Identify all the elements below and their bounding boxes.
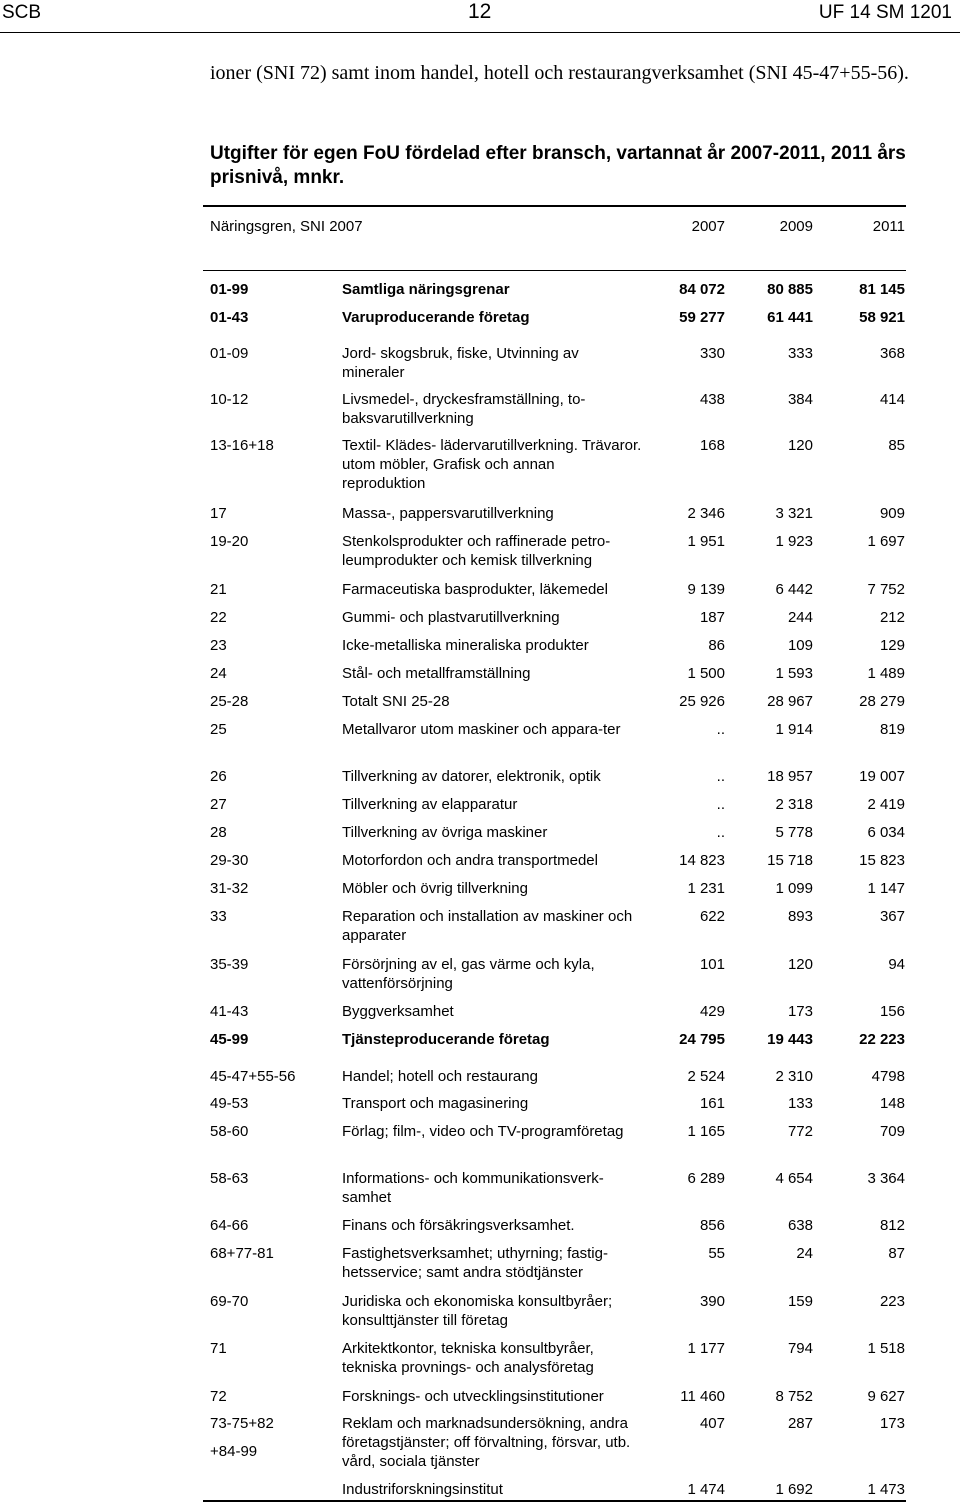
value-2009: 1 593 bbox=[775, 665, 813, 682]
sni-code: 69-70 bbox=[210, 1293, 249, 1310]
value-2009: 8 752 bbox=[775, 1388, 813, 1405]
value-2009: 19 443 bbox=[767, 1031, 813, 1048]
value-2009: 15 718 bbox=[767, 852, 813, 869]
industry-name: Finans och försäkringsverksamhet. bbox=[342, 1217, 575, 1234]
value-2011: 819 bbox=[879, 721, 905, 738]
industry-name: Tjänsteproducerande företag bbox=[342, 1031, 550, 1048]
industry-name: Metallvaror utom maskiner och appara-ter bbox=[342, 721, 621, 738]
industry-name: Informations- och kommunikationsverk-samhet bbox=[342, 1170, 604, 1206]
sni-code: 10-12 bbox=[210, 391, 249, 408]
sni-code: 25-28 bbox=[210, 693, 249, 710]
industry-name: Byggverksamhet bbox=[342, 1003, 454, 1020]
value-2007: 407 bbox=[699, 1415, 725, 1432]
value-2009: 6 442 bbox=[775, 581, 813, 598]
industry-name: Tillverkning av elapparatur bbox=[342, 796, 518, 813]
value-2009: 5 778 bbox=[775, 824, 813, 841]
industry-name: Juridiska och ekonomiska konsultbyråer; konsulttjänster till företag bbox=[342, 1293, 613, 1329]
sni-code: 71 bbox=[210, 1340, 227, 1357]
sni-code: 01-43 bbox=[210, 309, 249, 326]
value-2007: 856 bbox=[699, 1217, 725, 1234]
sni-code: 41-43 bbox=[210, 1003, 249, 1020]
value-2009: 638 bbox=[787, 1217, 813, 1234]
value-2007: .. bbox=[716, 824, 725, 841]
value-2009: 1 692 bbox=[775, 1481, 813, 1498]
value-2009: 159 bbox=[787, 1293, 813, 1310]
industry-name: Reklam och marknadsundersökning, andra företagstjänster; off förvaltning, försvar, utb. vård, sociala tjänster bbox=[342, 1415, 631, 1470]
industry-name: Textil- Klädes- lädervarutillverkning. Trävaror. utom möbler, Grafisk och annan reproduktion bbox=[342, 437, 642, 492]
value-2007: 1 474 bbox=[687, 1481, 725, 1498]
value-2007: 330 bbox=[699, 345, 725, 362]
sni-code: 49-53 bbox=[210, 1095, 249, 1112]
value-2009: 2 318 bbox=[775, 796, 813, 813]
value-2007: 187 bbox=[699, 609, 725, 626]
value-2007: 9 139 bbox=[687, 581, 725, 598]
value-2011: 909 bbox=[879, 505, 905, 522]
sni-code: 13-16+18 bbox=[210, 437, 274, 454]
value-2011: 1 518 bbox=[867, 1340, 905, 1357]
value-2009: 109 bbox=[787, 637, 813, 654]
value-2009: 133 bbox=[787, 1095, 813, 1112]
value-2007: 55 bbox=[708, 1245, 725, 1262]
value-2009: 24 bbox=[796, 1245, 813, 1262]
sni-code: 01-09 bbox=[210, 345, 249, 362]
industry-name: Stenkolsprodukter och raffinerade petro-leumprodukter och kemisk tillverkning bbox=[342, 533, 611, 569]
column-header-label: Näringsgren, SNI 2007 bbox=[210, 218, 363, 235]
value-2011: 58 921 bbox=[859, 309, 905, 326]
industry-name: Tillverkning av datorer, elektronik, optik bbox=[342, 768, 601, 785]
value-2009: 794 bbox=[787, 1340, 813, 1357]
value-2011: 85 bbox=[888, 437, 905, 454]
value-2007: 161 bbox=[699, 1095, 725, 1112]
value-2007: 1 951 bbox=[687, 533, 725, 550]
value-2007: 390 bbox=[699, 1293, 725, 1310]
sni-code: 19-20 bbox=[210, 533, 249, 550]
value-2011: 367 bbox=[879, 908, 905, 925]
value-2009: 28 967 bbox=[767, 693, 813, 710]
value-2007: 1 500 bbox=[687, 665, 725, 682]
value-2009: 1 099 bbox=[775, 880, 813, 897]
value-2007: .. bbox=[716, 721, 725, 738]
value-2007: 1 165 bbox=[687, 1123, 725, 1140]
industry-name: Jord- skogsbruk, fiske, Utvinning av mineraler bbox=[342, 345, 579, 381]
industry-name: Handel; hotell och restaurang bbox=[342, 1068, 538, 1085]
value-2007: .. bbox=[716, 768, 725, 785]
sni-code: 35-39 bbox=[210, 956, 249, 973]
industry-name: Varuproducerande företag bbox=[342, 309, 530, 326]
value-2009: 1 923 bbox=[775, 533, 813, 550]
table-top-rule bbox=[203, 205, 906, 207]
industry-name: Transport och magasinering bbox=[342, 1095, 529, 1112]
value-2009: 18 957 bbox=[767, 768, 813, 785]
sni-code: 64-66 bbox=[210, 1217, 249, 1234]
value-2011: 1 697 bbox=[867, 533, 905, 550]
value-2007: 24 795 bbox=[679, 1031, 725, 1048]
sni-code: 23 bbox=[210, 637, 227, 654]
value-2009: 120 bbox=[787, 437, 813, 454]
sni-code: 24 bbox=[210, 665, 227, 682]
value-2009: 80 885 bbox=[767, 281, 813, 298]
value-2009: 333 bbox=[787, 345, 813, 362]
sni-code: 28 bbox=[210, 824, 227, 841]
value-2011: 1 147 bbox=[867, 880, 905, 897]
value-2011: 3 364 bbox=[867, 1170, 905, 1187]
header-rule bbox=[0, 32, 960, 33]
value-2007: 14 823 bbox=[679, 852, 725, 869]
value-2011: 81 145 bbox=[859, 281, 905, 298]
sni-code: +84-99 bbox=[210, 1443, 258, 1460]
sni-code: 45-99 bbox=[210, 1031, 249, 1048]
industry-name: Totalt SNI 25-28 bbox=[342, 693, 450, 710]
header-left: SCB bbox=[2, 2, 42, 23]
industry-name: Möbler och övrig tillverkning bbox=[342, 880, 528, 897]
value-2007: 86 bbox=[708, 637, 725, 654]
sni-code: 17 bbox=[210, 505, 227, 522]
sni-code: 73-75+82 bbox=[210, 1415, 274, 1432]
value-2011: 414 bbox=[879, 391, 905, 408]
value-2009: 173 bbox=[787, 1003, 813, 1020]
intro-text: ioner (SNI 72) samt inom handel, hotell och restaurangverksamhet (SNI 45-47+55-56). bbox=[210, 62, 909, 84]
industry-name: Farmaceutiska basprodukter, läkemedel bbox=[342, 581, 608, 598]
sni-code: 68+77-81 bbox=[210, 1245, 274, 1262]
value-2007: 59 277 bbox=[679, 309, 725, 326]
value-2009: 384 bbox=[787, 391, 813, 408]
value-2007: .. bbox=[716, 796, 725, 813]
value-2011: 9 627 bbox=[867, 1388, 905, 1405]
value-2009: 772 bbox=[787, 1123, 813, 1140]
value-2011: 19 007 bbox=[859, 768, 905, 785]
value-2007: 2 524 bbox=[687, 1068, 725, 1085]
sni-code: 22 bbox=[210, 609, 227, 626]
industry-name: Samtliga näringsgrenar bbox=[342, 281, 510, 298]
industry-name: Icke-metalliska mineraliska produkter bbox=[342, 637, 589, 654]
value-2011: 148 bbox=[879, 1095, 905, 1112]
sni-code: 58-63 bbox=[210, 1170, 249, 1187]
sni-code: 25 bbox=[210, 721, 227, 738]
sni-code: 33 bbox=[210, 908, 227, 925]
value-2009: 893 bbox=[787, 908, 813, 925]
value-2011: 7 752 bbox=[867, 581, 905, 598]
value-2007: 101 bbox=[699, 956, 725, 973]
value-2007: 1 231 bbox=[687, 880, 725, 897]
sni-code: 31-32 bbox=[210, 880, 249, 897]
value-2011: 2 419 bbox=[867, 796, 905, 813]
value-2009: 244 bbox=[787, 609, 813, 626]
value-2011: 129 bbox=[879, 637, 905, 654]
industry-name: Fastighetsverksamhet; uthyrning; fastig-hetsservice; samt andra stödtjänster bbox=[342, 1245, 608, 1281]
sni-code: 26 bbox=[210, 768, 227, 785]
value-2011: 4798 bbox=[871, 1068, 905, 1085]
value-2011: 28 279 bbox=[859, 693, 905, 710]
value-2007: 2 346 bbox=[687, 505, 725, 522]
value-2009: 3 321 bbox=[775, 505, 813, 522]
value-2009: 61 441 bbox=[767, 309, 813, 326]
header-right: UF 14 SM 1201 bbox=[818, 2, 952, 23]
table-header-rule bbox=[203, 270, 906, 271]
industry-name: Arkitektkontor, tekniska konsultbyråer, tekniska provnings- och analysföretag bbox=[342, 1340, 594, 1376]
industry-name: Motorfordon och andra transportmedel bbox=[342, 852, 598, 869]
value-2011: 709 bbox=[879, 1123, 905, 1140]
sni-code: 45-47+55-56 bbox=[210, 1068, 296, 1085]
value-2007: 6 289 bbox=[687, 1170, 725, 1187]
sni-code: 58-60 bbox=[210, 1123, 249, 1140]
industry-name: Reparation och installation av maskiner och apparater bbox=[342, 908, 633, 944]
industry-name: Industriforskningsinstitut bbox=[342, 1481, 503, 1498]
value-2009: 120 bbox=[787, 956, 813, 973]
industry-name: Stål- och metallframställning bbox=[342, 665, 531, 682]
value-2011: 1 489 bbox=[867, 665, 905, 682]
value-2011: 812 bbox=[879, 1217, 905, 1234]
value-2011: 1 473 bbox=[867, 1481, 905, 1498]
value-2009: 287 bbox=[787, 1415, 813, 1432]
industry-name: Massa-, pappersvarutillverkning bbox=[342, 505, 554, 522]
value-2011: 94 bbox=[888, 956, 905, 973]
industry-name: Försörjning av el, gas värme och kyla, vattenförsörjning bbox=[342, 956, 595, 992]
value-2007: 429 bbox=[699, 1003, 725, 1020]
value-2007: 1 177 bbox=[687, 1340, 725, 1357]
sni-code: 29-30 bbox=[210, 852, 249, 869]
sni-code: 21 bbox=[210, 581, 227, 598]
page-number: 12 bbox=[468, 0, 492, 23]
industry-name: Gummi- och plastvarutillverkning bbox=[342, 609, 560, 626]
value-2007: 438 bbox=[699, 391, 725, 408]
sni-code: 01-99 bbox=[210, 281, 249, 298]
value-2011: 223 bbox=[879, 1293, 905, 1310]
value-2007: 25 926 bbox=[679, 693, 725, 710]
column-header-2007: 2007 bbox=[691, 218, 725, 235]
value-2007: 622 bbox=[699, 908, 725, 925]
table-bottom-rule bbox=[203, 1500, 906, 1502]
industry-name: Förlag; film-, video och TV-programföretag bbox=[342, 1123, 624, 1140]
sni-code: 72 bbox=[210, 1388, 227, 1405]
industry-name: Tillverkning av övriga maskiner bbox=[342, 824, 548, 841]
value-2009: 4 654 bbox=[775, 1170, 813, 1187]
value-2007: 168 bbox=[699, 437, 725, 454]
table-title: Utgifter för egen FoU fördelad efter bransch, vartannat år 2007-2011, 2011 års prisnivå, mnkr. bbox=[210, 143, 906, 188]
value-2011: 156 bbox=[879, 1003, 905, 1020]
value-2011: 173 bbox=[879, 1415, 905, 1432]
value-2009: 1 914 bbox=[775, 721, 813, 738]
value-2007: 84 072 bbox=[679, 281, 725, 298]
value-2011: 368 bbox=[879, 345, 905, 362]
industry-name: Forsknings- och utvecklingsinstitutioner bbox=[342, 1388, 604, 1405]
value-2011: 15 823 bbox=[859, 852, 905, 869]
value-2009: 2 310 bbox=[775, 1068, 813, 1085]
sni-code: 27 bbox=[210, 796, 227, 813]
value-2011: 87 bbox=[888, 1245, 905, 1262]
value-2011: 22 223 bbox=[859, 1031, 905, 1048]
industry-name: Livsmedel-, dryckesframställning, to-baksvarutillverkning bbox=[342, 391, 586, 427]
value-2007: 11 460 bbox=[680, 1388, 725, 1405]
value-2011: 212 bbox=[879, 609, 905, 626]
column-header-2011: 2011 bbox=[872, 218, 905, 235]
column-header-2009: 2009 bbox=[779, 218, 813, 235]
value-2011: 6 034 bbox=[867, 824, 905, 841]
